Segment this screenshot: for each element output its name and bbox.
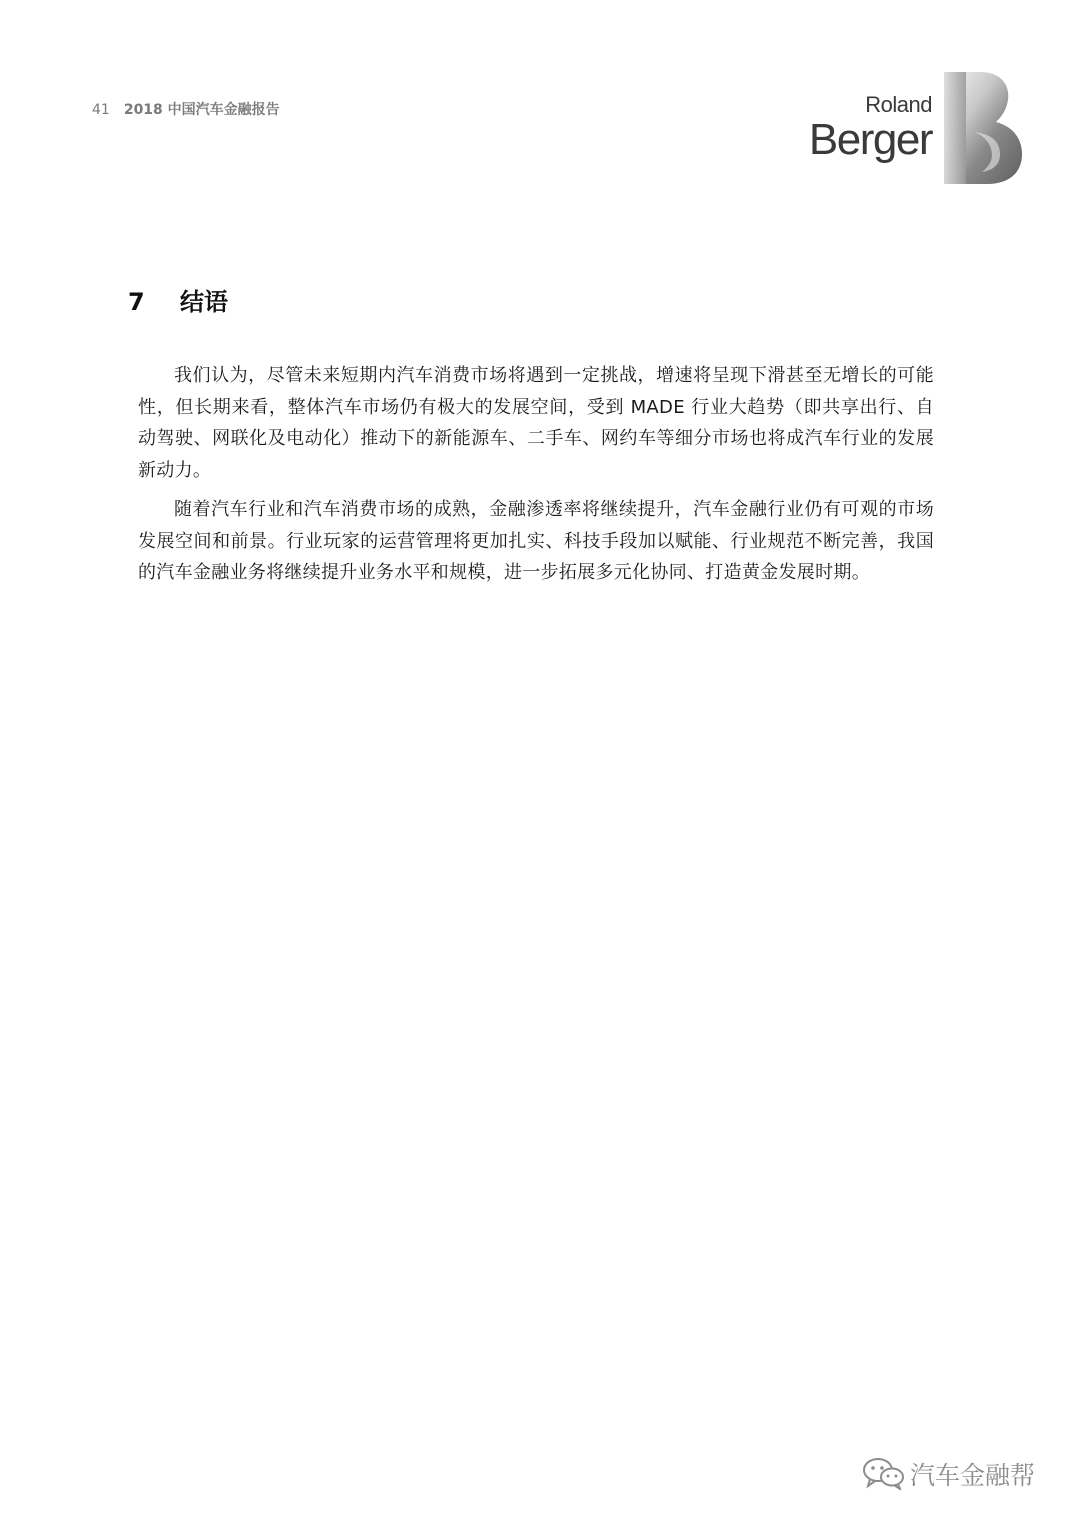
paragraph-2: 随着汽车行业和汽车消费市场的成熟，金融渗透率将继续提升，汽车金融行业仍有可观的市场发展空间和前景。行业玩家的运营管理将更加扎实、科技手段加以赋能、行业规范不断完善，我国的汽车金融业务将继续提升业务水平和规模，进一步拓展多元化协同、打造黄金发展时期。 bbox=[138, 499, 934, 583]
logo-roland: Roland bbox=[865, 92, 932, 117]
page-header bbox=[92, 99, 280, 119]
wechat-icon bbox=[862, 1456, 906, 1490]
page-number: 41 bbox=[92, 102, 110, 118]
section-number: 7 bbox=[128, 288, 145, 316]
watermark bbox=[862, 1456, 1035, 1492]
section-heading bbox=[128, 282, 228, 317]
body-text bbox=[138, 360, 934, 597]
logo-berger: Berger bbox=[808, 115, 932, 164]
section-title: 结语 bbox=[180, 288, 228, 316]
report-title: 2018 中国汽车金融报告 bbox=[123, 102, 280, 118]
roland-berger-logo-text bbox=[800, 92, 932, 162]
roland-berger-b-logo-icon bbox=[944, 72, 1024, 184]
watermark-text: 汽车金融帮 bbox=[910, 1461, 1036, 1490]
paragraph-1: 我们认为，尽管未来短期内汽车消费市场将遇到一定挑战，增速将呈现下滑甚至无增长的可能性，但长期来看，整体汽车市场仍有极大的发展空间，受到 MADE 行业大趋势（即共享出行、自动驾驶、网联化及电动化）推动下的新能源车、二手车、网约车等细分市场也将成汽车行业的发展新动力。 bbox=[138, 365, 934, 481]
